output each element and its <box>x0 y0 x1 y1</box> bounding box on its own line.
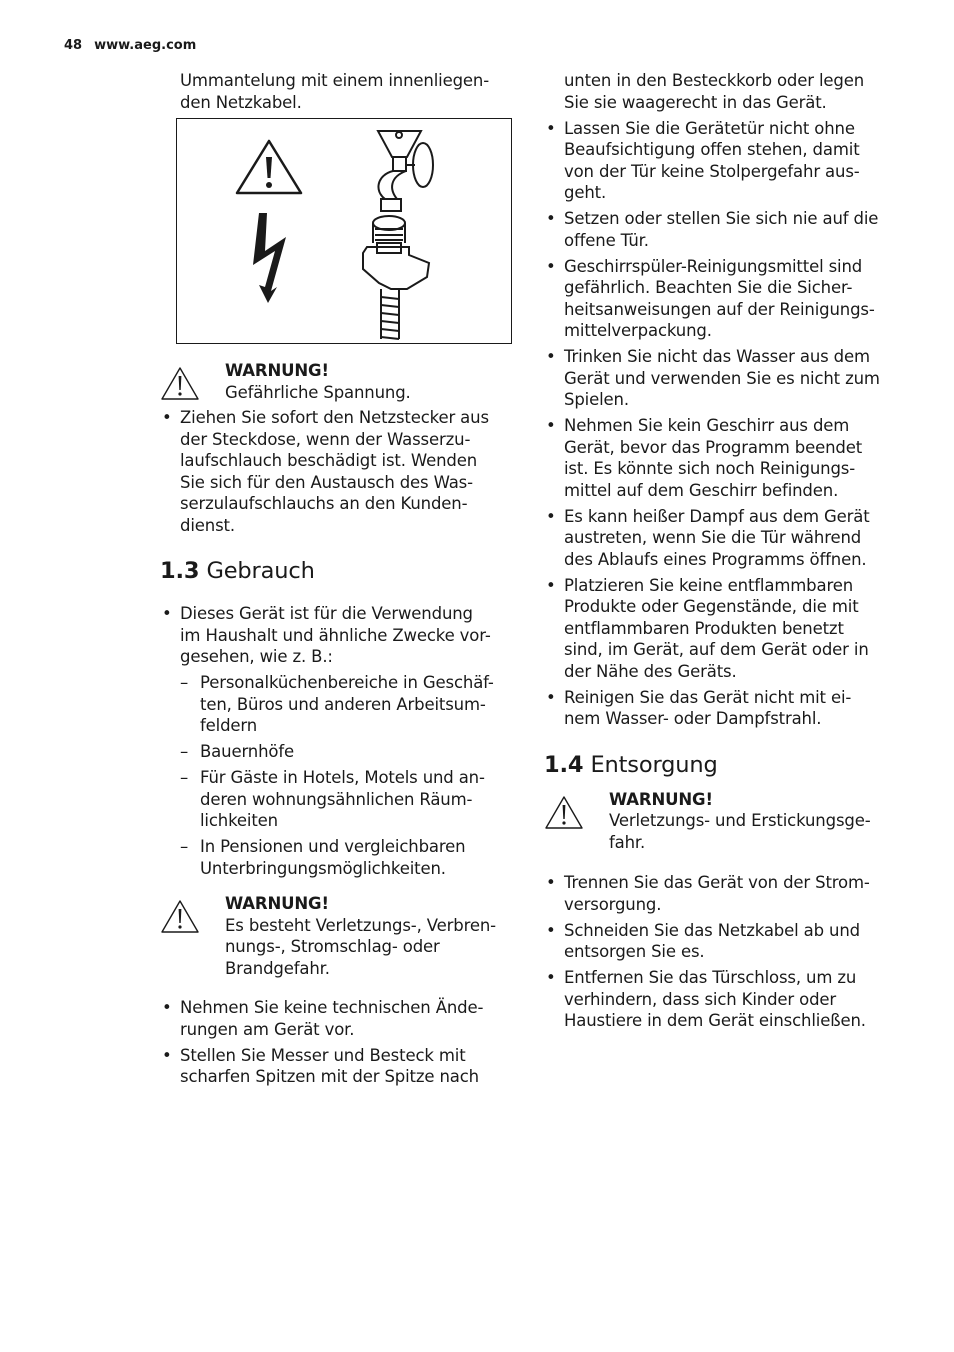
warning-voltage <box>160 360 518 403</box>
intro-text: Ummantelung mit einem innenliegen- den Netzkabel. <box>180 71 490 112</box>
warning-suffocation: WARNUNG! Verletzungs- und Erstickungsge- fahr. <box>544 789 899 854</box>
continued-text: unten in den Besteckkorb oder legen Sie sie waagerecht in das Gerät. <box>564 71 865 112</box>
list-item: • Schneiden Sie das Netzkabel ab und entsorgen Sie es. <box>544 920 899 963</box>
list-item: • Setzen oder stellen Sie sich nie auf die offene Tür. <box>544 208 899 251</box>
list-item: • Nehmen Sie keine technischen Ände- rungen am Gerät vor. <box>160 997 518 1040</box>
list-item: – In Pensionen und vergleichbaren Unterbringungsmöglichkeiten. <box>180 836 518 879</box>
hose-bullet-list <box>160 407 518 536</box>
warning-triangle-icon <box>160 899 200 935</box>
warning-triangle-icon <box>160 366 200 402</box>
hose-connector-icon <box>363 216 429 339</box>
list-item: • Geschirrspüler-Reinigungsmittel sind gefährlich. Beachten Sie die Sicher- heitsanweisungen auf der Reinigungs- mittelverpackung. <box>544 256 899 342</box>
warning-text: Gefährliche Spannung. <box>225 382 411 402</box>
site-url[interactable]: www.aeg.com <box>94 38 197 53</box>
warning-title: WARNUNG! <box>609 789 713 809</box>
list-item: • Entfernen Sie das Türschloss, um zu verhindern, dass sich Kinder oder Haustiere in dem Gerät einschließen. <box>544 967 899 1032</box>
right-column <box>544 70 899 1036</box>
warning-title: WARNUNG! <box>225 894 329 913</box>
warning-triangle-icon <box>237 141 301 193</box>
list-item: • Stellen Sie Messer und Besteck mit scharfen Spitzen mit der Spitze nach <box>160 1045 518 1088</box>
left-column <box>160 70 518 1092</box>
list-item: – Für Gäste in Hotels, Motels und an- deren wohnungsähnlichen Räum- lichkeiten <box>180 767 518 832</box>
list-item: • Trennen Sie das Gerät von der Strom- versorgung. <box>544 872 899 915</box>
list-item: • Dieses Gerät ist für die Verwendung im Haushalt und ähnliche Zwecke vor- gesehen, wie z. B.: <box>160 603 518 668</box>
list-item: • Ziehen Sie sofort den Netzstecker aus der Steckdose, wenn der Wasserzu- laufschlauch beschädigt ist. Wenden Sie sich für den Austausch des Was- serzulaufschlauchs an den Kunden- dienst. <box>160 407 518 536</box>
list-item: • Es kann heißer Dampf aus dem Gerät austreten, wenn Sie die Tür während des Ablaufs eines Programms öffnen. <box>544 506 899 571</box>
lightning-bolt-icon <box>253 213 286 303</box>
list-item: • Nehmen Sie kein Geschirr aus dem Gerät, bevor das Programm beendet ist. Es könnte sich noch Reinigungs- mittel auf dem Geschirr befinden. <box>544 415 899 501</box>
end-bullet-list <box>160 997 518 1088</box>
page-number: 48 <box>64 38 83 53</box>
safety-bullet-list <box>544 118 899 730</box>
list-item: – Personalküchenbereiche in Geschäf- ten, Büros und anderen Arbeitsum- feldern <box>180 672 518 737</box>
use-dash-list <box>180 672 518 879</box>
warning-triangle-icon <box>544 795 584 831</box>
warning-injury: WARNUNG! Es besteht Verletzungs-, Verbren- nungs-, Stromschlag- oder Brandgefahr. <box>160 893 518 979</box>
list-item: – Bauernhöfe <box>180 741 518 763</box>
hose-illustration <box>176 118 512 344</box>
disposal-bullet-list <box>544 872 899 1032</box>
water-tap-icon <box>378 131 433 211</box>
section-heading-1-4: 1.4 Entsorgung <box>544 751 718 778</box>
page-header <box>64 38 196 53</box>
list-item: • Platzieren Sie keine entflammbaren Produkte oder Gegenstände, die mit entflammbaren Produkten benetzt sind, im Gerät, auf dem Gerät oder in der Nähe des Geräts. <box>544 575 899 683</box>
list-item: • Trinken Sie nicht das Wasser aus dem Gerät und verwenden Sie es nicht zum Spielen. <box>544 346 899 411</box>
warning-title: WARNUNG! <box>225 361 329 380</box>
use-bullet-list <box>160 603 518 668</box>
list-item: • Reinigen Sie das Gerät nicht mit ei- nem Wasser- oder Dampfstrahl. <box>544 687 899 730</box>
list-item: • Lassen Sie die Gerätetür nicht ohne Beaufsichtigung offen stehen, damit von der Tür keine Stolpergefahr aus- geht. <box>544 118 899 204</box>
section-heading-1-3: 1.3 Gebrauch <box>160 558 315 584</box>
